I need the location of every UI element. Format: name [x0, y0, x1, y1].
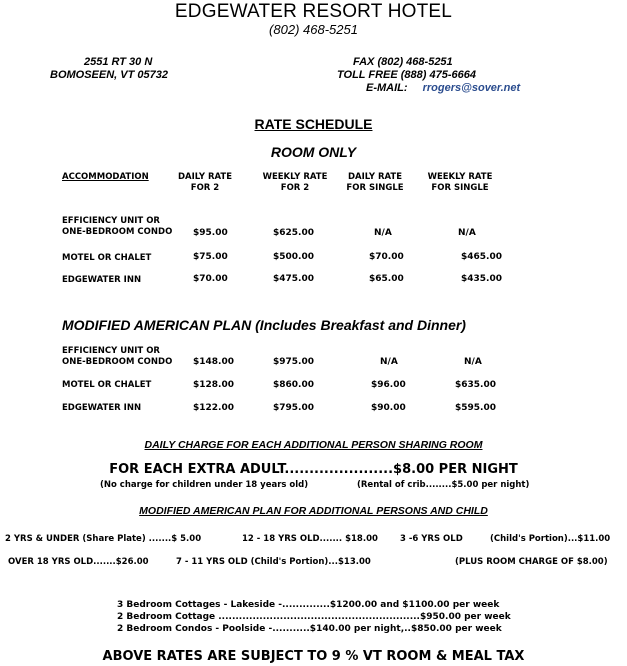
map-additional-heading: MODIFIED AMERICAN PLAN FOR ADDITIONAL PERSONS AND CHILD: [139, 505, 488, 517]
table-cell: $128.00: [193, 380, 234, 390]
table-cell: N/A: [458, 228, 476, 238]
email-line: [366, 82, 520, 95]
table-cell: $635.00: [455, 380, 496, 390]
map-title: MODIFIED AMERICAN PLAN (Includes Breakfast and Dinner): [62, 317, 466, 333]
rate-schedule-title: RATE SCHEDULE: [254, 116, 373, 132]
cottage-rate-line: 3 Bedroom Cottages - Lakeside -..............$1200.00 and $1100.00 per week: [117, 600, 500, 610]
child-rate-7-11: 7 - 11 YRS OLD (Child's Portion)...$13.00: [176, 557, 371, 567]
table-cell: $595.00: [455, 403, 496, 413]
table-cell: $75.00: [193, 252, 228, 262]
col-header-daily-2: DAILY RATE FOR 2: [177, 172, 233, 193]
table-cell: $500.00: [273, 252, 314, 262]
table-cell: $96.00: [371, 380, 406, 390]
crib-rental-note: (Rental of crib........$5.00 per night): [357, 480, 530, 490]
table-cell: $148.00: [193, 357, 234, 367]
table-cell: $70.00: [193, 274, 228, 284]
room-only-row-label: EFFICIENCY UNIT OR ONE-BEDROOM CONDO: [62, 216, 173, 237]
email-link[interactable]: rrogers@sover.net: [422, 82, 521, 94]
col-header-accommodation: ACCOMMODATION: [62, 172, 149, 182]
no-charge-children-note: (No charge for children under 18 years old): [100, 480, 309, 490]
table-cell: N/A: [374, 228, 392, 238]
table-cell: N/A: [464, 357, 482, 367]
room-only-row-label: MOTEL OR CHALET: [62, 253, 152, 263]
toll-free-number: TOLL FREE (888) 475-6664: [337, 69, 476, 81]
cottage-rate-line: 2 Bedroom Condos - Poolside -...........$140.00 per night,..$850.00 per week: [117, 624, 502, 634]
table-cell: $65.00: [369, 274, 404, 284]
table-cell: $95.00: [193, 228, 228, 238]
email-label: E-MAIL:: [366, 82, 408, 94]
table-cell: $90.00: [371, 403, 406, 413]
table-cell: $975.00: [273, 357, 314, 367]
additional-person-heading: DAILY CHARGE FOR EACH ADDITIONAL PERSON SHARING ROOM: [144, 439, 483, 451]
child-rate-12-18: 12 - 18 YRS OLD....... $18.00: [242, 534, 378, 544]
child-rate-3-6-label: 3 -6 YRS OLD: [400, 534, 463, 544]
hotel-name: EDGEWATER RESORT HOTEL: [174, 1, 453, 22]
col-header-weekly-single: WEEKLY RATE FOR SINGLE: [427, 172, 493, 193]
table-cell: $465.00: [461, 252, 502, 262]
room-only-title: ROOM ONLY: [270, 144, 357, 160]
col-header-daily-single: DAILY RATE FOR SINGLE: [346, 172, 404, 193]
child-rate-under-2: 2 YRS & UNDER (Share Plate) .......$ 5.00: [5, 534, 202, 544]
cottage-rate-line: 2 Bedroom Cottage ...........................................................$950.00 per week: [117, 612, 511, 622]
table-cell: N/A: [380, 357, 398, 367]
adult-rate-over-18: OVER 18 YRS OLD.......$26.00: [8, 557, 149, 567]
table-cell: $625.00: [273, 228, 314, 238]
hotel-phone: (802) 468-5251: [269, 22, 358, 37]
table-cell: $122.00: [193, 403, 234, 413]
room-only-row-label: EDGEWATER INN: [62, 275, 142, 285]
extra-adult-rate: FOR EACH EXTRA ADULT......................$8.00 PER NIGHT: [109, 462, 518, 477]
table-cell: $70.00: [369, 252, 404, 262]
map-row-label: EFFICIENCY UNIT OR ONE-BEDROOM CONDO: [62, 346, 173, 367]
address-line-1: 2551 RT 30 N: [84, 56, 153, 68]
address-line-2: BOMOSEEN, VT 05732: [50, 69, 168, 81]
map-row-label: MOTEL OR CHALET: [62, 380, 152, 390]
table-cell: $475.00: [273, 274, 314, 284]
tax-note: ABOVE RATES ARE SUBJECT TO 9 % VT ROOM & MEAL TAX: [102, 649, 525, 664]
table-cell: $435.00: [461, 274, 502, 284]
room-charge-note: (PLUS ROOM CHARGE OF $8.00): [455, 557, 608, 567]
table-cell: $795.00: [273, 403, 314, 413]
fax-number: FAX (802) 468-5251: [353, 56, 453, 68]
child-rate-3-6-value: (Child's Portion)...$11.00: [490, 534, 611, 544]
table-cell: $860.00: [273, 380, 314, 390]
col-header-weekly-2: WEEKLY RATE FOR 2: [262, 172, 328, 193]
map-row-label: EDGEWATER INN: [62, 403, 142, 413]
